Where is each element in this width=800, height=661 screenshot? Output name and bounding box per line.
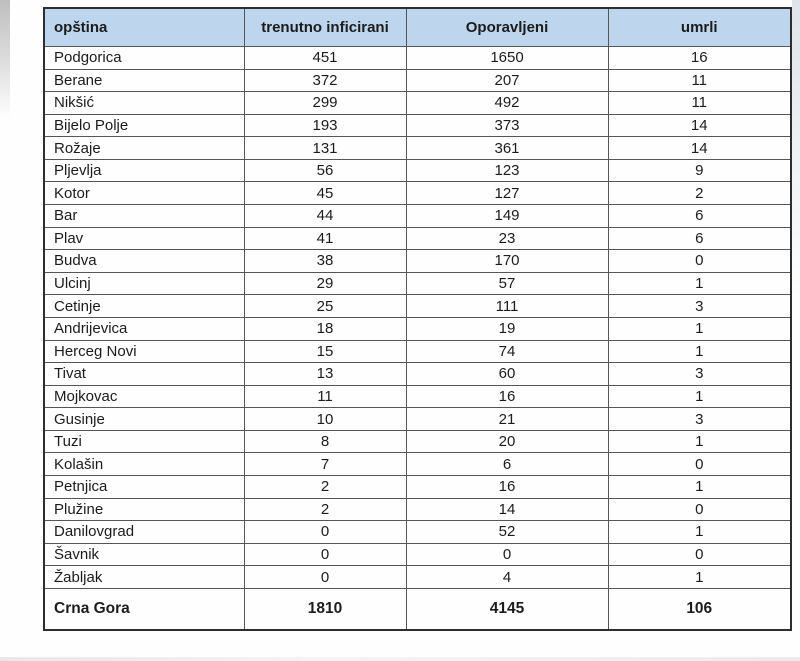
total-label-cell: Crna Gora (44, 589, 244, 631)
recovered-cell: 74 (406, 340, 608, 363)
recovered-cell: 21 (406, 408, 608, 431)
table-row (44, 408, 791, 431)
infected-cell: 7 (244, 453, 406, 476)
infected-cell: 451 (244, 47, 406, 70)
recovered-cell: 16 (406, 475, 608, 498)
municipality-cell: Gusinje (44, 408, 244, 431)
municipality-cell: Bar (44, 205, 244, 228)
column-header-umrli: umrli (608, 8, 791, 47)
deaths-cell: 2 (608, 182, 791, 205)
table-row (44, 205, 791, 228)
municipality-cell: Bijelo Polje (44, 114, 244, 137)
recovered-cell: 4 (406, 566, 608, 589)
infected-cell: 193 (244, 114, 406, 137)
recovered-cell: 373 (406, 114, 608, 137)
deaths-cell: 3 (608, 408, 791, 431)
total-recovered-cell: 4145 (406, 589, 608, 631)
infected-cell: 2 (244, 498, 406, 521)
municipality-cell: Ulcinj (44, 272, 244, 295)
infected-cell: 11 (244, 385, 406, 408)
deaths-cell: 1 (608, 317, 791, 340)
table-row (44, 295, 791, 318)
table-row (44, 385, 791, 408)
total-infected-cell: 1810 (244, 589, 406, 631)
infected-cell: 15 (244, 340, 406, 363)
deaths-cell: 11 (608, 92, 791, 115)
infected-cell: 10 (244, 408, 406, 431)
deaths-cell: 0 (608, 498, 791, 521)
municipality-cell: Mojkovac (44, 385, 244, 408)
deaths-cell: 3 (608, 363, 791, 386)
recovered-cell: 20 (406, 430, 608, 453)
municipality-cell: Danilovgrad (44, 521, 244, 544)
deaths-cell: 14 (608, 137, 791, 160)
infected-cell: 29 (244, 272, 406, 295)
deaths-cell: 9 (608, 159, 791, 182)
right-edge-artifact (792, 0, 800, 300)
municipality-cell: Rožaje (44, 137, 244, 160)
deaths-cell: 1 (608, 521, 791, 544)
table-row (44, 543, 791, 566)
table-row (44, 227, 791, 250)
recovered-cell: 123 (406, 159, 608, 182)
table-row (44, 250, 791, 273)
infected-cell: 44 (244, 205, 406, 228)
municipality-cell: Tivat (44, 363, 244, 386)
bottom-edge-artifact (0, 657, 800, 661)
municipality-cell: Nikšić (44, 92, 244, 115)
table-footer (44, 589, 791, 631)
column-header-opstina: opština (44, 8, 244, 47)
recovered-cell: 19 (406, 317, 608, 340)
municipality-cell: Berane (44, 69, 244, 92)
municipality-cell: Kolašin (44, 453, 244, 476)
table-row (44, 430, 791, 453)
recovered-cell: 0 (406, 543, 608, 566)
infected-cell: 56 (244, 159, 406, 182)
recovered-cell: 60 (406, 363, 608, 386)
table-row (44, 475, 791, 498)
table-row (44, 69, 791, 92)
infected-cell: 25 (244, 295, 406, 318)
deaths-cell: 16 (608, 47, 791, 70)
infected-cell: 18 (244, 317, 406, 340)
table-row (44, 92, 791, 115)
recovered-cell: 207 (406, 69, 608, 92)
municipality-cell: Cetinje (44, 295, 244, 318)
table-row (44, 159, 791, 182)
municipality-cell: Petnjica (44, 475, 244, 498)
table-row (44, 521, 791, 544)
recovered-cell: 14 (406, 498, 608, 521)
column-header-trenutno-inficirani: trenutno inficirani (244, 8, 406, 47)
table-row (44, 137, 791, 160)
table-row (44, 272, 791, 295)
deaths-cell: 1 (608, 475, 791, 498)
table-row (44, 340, 791, 363)
deaths-cell: 11 (608, 69, 791, 92)
municipality-cell: Tuzi (44, 430, 244, 453)
municipality-cell: Podgorica (44, 47, 244, 70)
municipality-cell: Plav (44, 227, 244, 250)
deaths-cell: 14 (608, 114, 791, 137)
covid-municipality-table (43, 7, 792, 631)
municipality-cell: Plužine (44, 498, 244, 521)
recovered-cell: 149 (406, 205, 608, 228)
recovered-cell: 57 (406, 272, 608, 295)
municipality-cell: Andrijevica (44, 317, 244, 340)
table-row (44, 317, 791, 340)
deaths-cell: 0 (608, 250, 791, 273)
infected-cell: 372 (244, 69, 406, 92)
municipality-cell: Kotor (44, 182, 244, 205)
recovered-cell: 23 (406, 227, 608, 250)
deaths-cell: 1 (608, 340, 791, 363)
deaths-cell: 0 (608, 543, 791, 566)
infected-cell: 131 (244, 137, 406, 160)
recovered-cell: 170 (406, 250, 608, 273)
recovered-cell: 111 (406, 295, 608, 318)
infected-cell: 0 (244, 543, 406, 566)
total-deaths-cell: 106 (608, 589, 791, 631)
recovered-cell: 6 (406, 453, 608, 476)
infected-cell: 0 (244, 521, 406, 544)
deaths-cell: 0 (608, 453, 791, 476)
table-row (44, 47, 791, 70)
infected-cell: 0 (244, 566, 406, 589)
table-row (44, 498, 791, 521)
total-row (44, 589, 791, 631)
deaths-cell: 3 (608, 295, 791, 318)
infected-cell: 13 (244, 363, 406, 386)
deaths-cell: 6 (608, 227, 791, 250)
table-row (44, 566, 791, 589)
recovered-cell: 127 (406, 182, 608, 205)
infected-cell: 45 (244, 182, 406, 205)
infected-cell: 8 (244, 430, 406, 453)
deaths-cell: 1 (608, 385, 791, 408)
infected-cell: 41 (244, 227, 406, 250)
recovered-cell: 361 (406, 137, 608, 160)
header-row (44, 8, 791, 47)
infected-cell: 2 (244, 475, 406, 498)
deaths-cell: 6 (608, 205, 791, 228)
municipality-cell: Herceg Novi (44, 340, 244, 363)
municipality-cell: Šavnik (44, 543, 244, 566)
infected-cell: 299 (244, 92, 406, 115)
recovered-cell: 1650 (406, 47, 608, 70)
deaths-cell: 1 (608, 566, 791, 589)
deaths-cell: 1 (608, 430, 791, 453)
column-header-oporavljeni: Oporavljeni (406, 8, 608, 47)
deaths-cell: 1 (608, 272, 791, 295)
table-body (44, 47, 791, 589)
recovered-cell: 492 (406, 92, 608, 115)
table-row (44, 363, 791, 386)
table-row (44, 114, 791, 137)
infected-cell: 38 (244, 250, 406, 273)
table-header (44, 8, 791, 47)
municipality-cell: Pljevlja (44, 159, 244, 182)
municipality-cell: Budva (44, 250, 244, 273)
table-row (44, 182, 791, 205)
municipality-cell: Žabljak (44, 566, 244, 589)
recovered-cell: 16 (406, 385, 608, 408)
left-edge-artifact (0, 0, 10, 118)
table-row (44, 453, 791, 476)
recovered-cell: 52 (406, 521, 608, 544)
